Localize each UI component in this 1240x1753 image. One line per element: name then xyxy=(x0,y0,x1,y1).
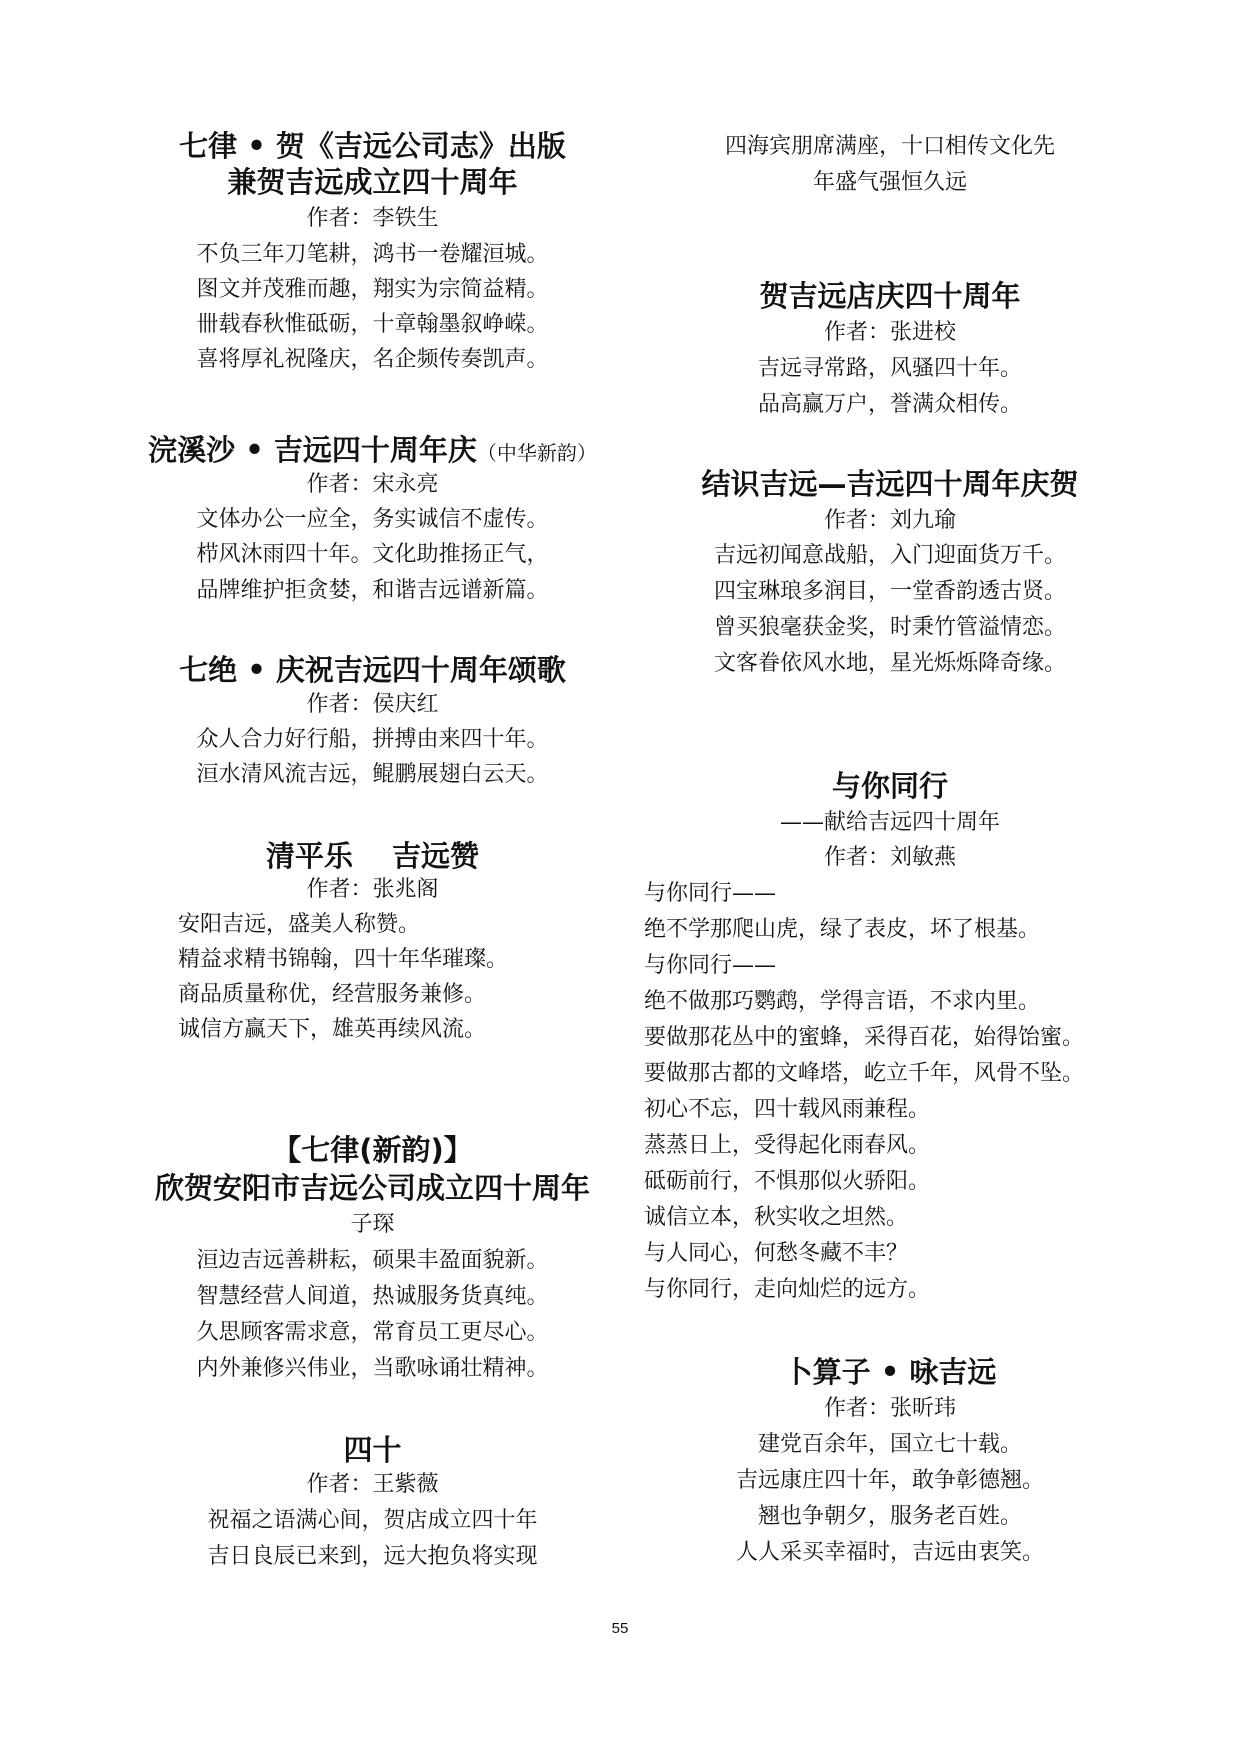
poem-line: 要做那花丛中的蜜蜂，采得百花，始得饴蜜。 xyxy=(644,1025,1085,1050)
poem-author: 作者：刘九瑜 xyxy=(823,508,956,533)
poem-line: 人人采买幸福时，吉远由衷笑。 xyxy=(735,1540,1044,1565)
poem-line: 砥砺前行，不惧那似火骄阳。 xyxy=(644,1169,931,1194)
poem-title: 与你同行 xyxy=(831,769,948,803)
poem-title-text: 浣溪沙 • 吉远四十周年庆 xyxy=(148,433,477,467)
poem-title-note: （中华新韵） xyxy=(476,441,597,465)
poem-title: 七律 • 贺《吉远公司志》出版 xyxy=(179,129,566,163)
poem-line: 洹边吉远善耕耘，硕果丰盈面貌新。 xyxy=(196,1248,549,1273)
poem-line: 与人同心，何愁冬藏不丰？ xyxy=(644,1241,909,1266)
poem-author: 作者：宋永亮 xyxy=(306,472,439,497)
poem-line: 曾买狼毫获金奖，时秉竹管溢情恋。 xyxy=(713,615,1066,640)
poem-author: 作者：张进校 xyxy=(823,320,956,345)
poem-line: 洹水清风流吉远，鲲鹏展翅白云天。 xyxy=(196,762,549,787)
poem-line: 图文并茂雅而趣，翔实为宗简益精。 xyxy=(196,277,549,302)
poem-line: 卌载春秋惟砥砺，十章翰墨叙峥嵘。 xyxy=(196,312,549,337)
poem-line: 不负三年刀笔耕，鸿书一卷耀洹城。 xyxy=(196,242,549,267)
poem-line: 商品质量称优，经营服务兼修。 xyxy=(178,982,487,1007)
poem-title: 卜算子 • 咏吉远 xyxy=(783,1355,997,1389)
poem-line: 文客眷依风水地，星光烁烁降奇缘。 xyxy=(713,651,1066,676)
poem-line: 栉风沐雨四十年。文化助推扬正气， xyxy=(196,542,549,567)
poem-author: 作者：侯庆红 xyxy=(306,692,439,717)
poem-title: 结识吉远—吉远四十周年庆贺 xyxy=(701,467,1079,501)
poem-subtitle: ——献给吉远四十周年 xyxy=(779,810,1000,835)
poem-author: 作者：李铁生 xyxy=(306,206,439,231)
poem-line: 四海宾朋席满座，十口相传文化先 xyxy=(724,134,1055,159)
poem-author: 子琛 xyxy=(350,1212,395,1237)
poem-line: 与你同行—— xyxy=(644,953,777,978)
poem-title: 【七律(新韵)】 xyxy=(272,1133,473,1167)
poem-title xyxy=(120,432,625,471)
poem-line: 吉远寻常路，风骚四十年。 xyxy=(757,356,1022,381)
poem-line: 初心不忘，四十载风雨兼程。 xyxy=(644,1097,931,1122)
poem-line: 安阳吉远，盛美人称赞。 xyxy=(178,912,421,937)
poem-line: 绝不学那爬山虎，绿了表皮，坏了根基。 xyxy=(644,917,1041,942)
poem-line: 品高赢万户，誉满众相传。 xyxy=(757,392,1022,417)
poem-line: 建党百余年，国立七十载。 xyxy=(757,1432,1022,1457)
poem-line: 吉远初闻意战船，入门迎面货万千。 xyxy=(713,543,1066,568)
poem-line: 祝福之语满心间，贺店成立四十年 xyxy=(207,1508,538,1533)
poem-author: 作者：王紫薇 xyxy=(306,1472,439,1497)
poem-line: 蒸蒸日上，受得起化雨春风。 xyxy=(644,1133,931,1158)
page-number: 55 xyxy=(611,1620,629,1637)
poem-line: 喜将厚礼祝隆庆，名企频传奏凯声。 xyxy=(196,347,549,372)
poem-title: 清平乐 吉远赞 xyxy=(265,839,480,873)
poem-author: 作者：张兆阁 xyxy=(306,877,439,902)
poem-title: 四十 xyxy=(343,1433,402,1467)
poem-line: 要做那古都的文峰塔，屹立千年，风骨不坠。 xyxy=(644,1061,1085,1086)
poem-line: 精益求精书锦翰，四十年华璀璨。 xyxy=(178,947,509,972)
poem-line: 内外兼修兴伟业，当歌咏诵壮精神。 xyxy=(196,1356,549,1381)
poem-title: 七绝 • 庆祝吉远四十周年颂歌 xyxy=(179,653,566,687)
poem-line: 久思顾客需求意，常育员工更尽心。 xyxy=(196,1320,549,1345)
poem-line: 绝不做那巧鹦鹉，学得言语，不求内里。 xyxy=(644,989,1041,1014)
poem-line: 吉远康庄四十年，敢争彰德翘。 xyxy=(735,1468,1044,1493)
poem-line: 翘也争朝夕，服务老百姓。 xyxy=(757,1504,1022,1529)
poem-line: 众人合力好行船，拼搏由来四十年。 xyxy=(196,727,549,752)
poem-line: 与你同行，走向灿烂的远方。 xyxy=(644,1277,931,1302)
poem-line: 文体办公一应全，务实诚信不虚传。 xyxy=(196,507,549,532)
poem-line: 诚信立本，秋实收之坦然。 xyxy=(644,1205,909,1230)
poem-line: 与你同行—— xyxy=(644,881,777,906)
poem-line: 四宝琳琅多润目，一堂香韵透古贤。 xyxy=(713,579,1066,604)
poem-line: 智慧经营人间道，热诚服务货真纯。 xyxy=(196,1284,549,1309)
poem-title: 欣贺安阳市吉远公司成立四十周年 xyxy=(154,1171,590,1205)
poem-line: 吉日良辰已来到，远大抱负将实现 xyxy=(207,1544,538,1569)
poem-author: 作者：张昕玮 xyxy=(823,1396,956,1421)
poem-title: 贺吉远店庆四十周年 xyxy=(759,279,1021,313)
poem-author: 作者：刘敏燕 xyxy=(823,845,956,870)
poem-title: 兼贺吉远成立四十周年 xyxy=(227,165,518,199)
poem-line: 品牌维护拒贪婪，和谐吉远谱新篇。 xyxy=(196,578,549,603)
poem-line: 年盛气强恒久远 xyxy=(812,170,967,195)
poem-line: 诚信方赢天下，雄英再续风流。 xyxy=(178,1017,487,1042)
